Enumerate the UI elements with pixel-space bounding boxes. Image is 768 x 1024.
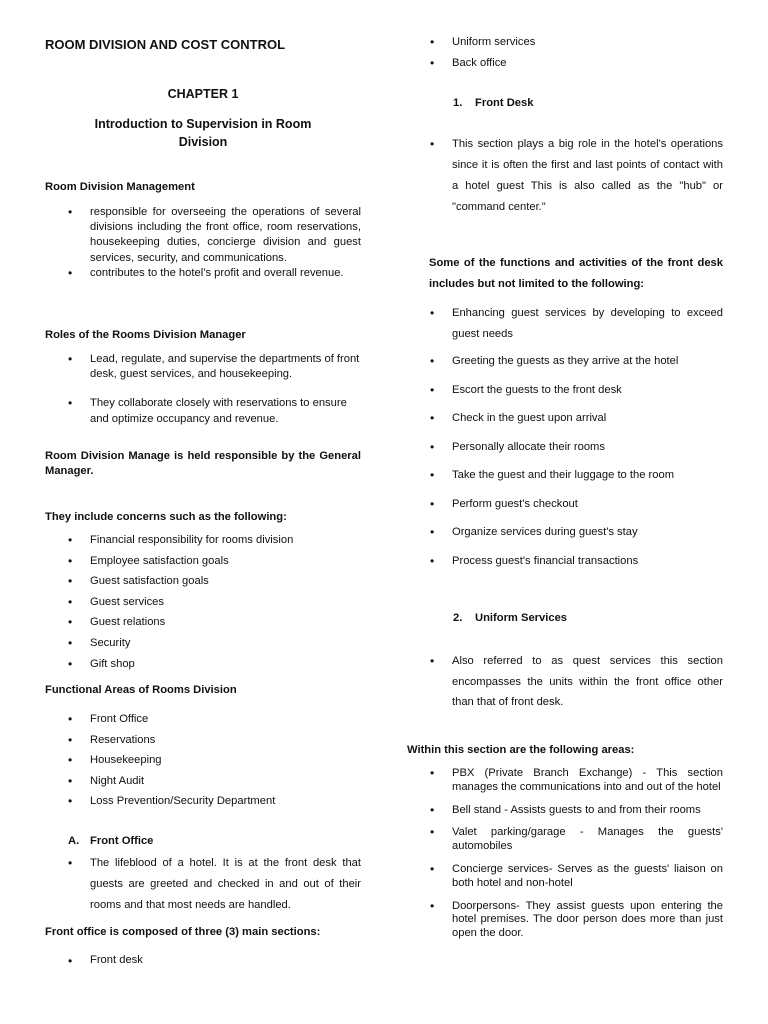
roles-heading: Roles of the Rooms Division Manager xyxy=(45,329,246,341)
uniform-services-title: Uniform Services xyxy=(475,612,568,624)
list-item: • PBX (Private Branch Exchange) - This section manages the communications into and out of the hotel xyxy=(452,767,723,795)
front-desk-description-list xyxy=(452,134,723,218)
list-item: • Escort the guests to the front desk xyxy=(452,380,723,401)
list-item: • Front Office xyxy=(90,709,361,730)
list-item: • They collaborate closely with reservations to ensure and optimize occupancy and revenue. xyxy=(90,396,361,426)
room-division-management-list xyxy=(90,205,361,281)
list-item: • Reservations xyxy=(90,730,361,751)
list-item: • Check in the guest upon arrival xyxy=(452,408,723,429)
list-item: • Lead, regulate, and supervise the departments of front desk, guest services, and housekeeping. xyxy=(90,352,361,382)
held-responsible-text: Room Division Manage is held responsible by the General Manager. xyxy=(45,450,361,478)
front-office-marker: A. xyxy=(68,835,80,847)
uniform-services-heading xyxy=(453,612,568,624)
chapter-title-line-2: Division xyxy=(178,135,228,149)
list-item: • Valet parking/garage - Manages the guests' automobiles xyxy=(452,826,723,854)
list-item: • Employee satisfaction goals xyxy=(90,551,361,572)
list-item: • Bell stand - Assists guests to and from their rooms xyxy=(452,804,723,818)
list-item: • Enhancing guest services by developing to exceed guest needs xyxy=(452,303,723,344)
list-item: • Take the guest and their luggage to the room xyxy=(452,465,723,486)
list-item: • Loss Prevention/Security Department xyxy=(90,791,361,812)
list-item: • Guest relations xyxy=(90,612,361,633)
functional-areas-heading: Functional Areas of Rooms Division xyxy=(45,684,237,696)
list-item: • Security xyxy=(90,633,361,654)
list-item: • Night Audit xyxy=(90,771,361,792)
functions-heading: Some of the functions and activities of the front desk includes but not limited to the following: xyxy=(429,257,723,290)
list-item: • Uniform services xyxy=(452,32,723,53)
list-item: • The lifeblood of a hotel. It is at the front desk that guests are greeted and checked in and out of their rooms and that most needs are handled. xyxy=(90,853,361,916)
list-item: • Gift shop xyxy=(90,654,361,675)
list-item: • Housekeeping xyxy=(90,750,361,771)
areas-heading: Within this section are the following areas: xyxy=(407,744,635,756)
chapter-title-line-1: Introduction to Supervision in Room xyxy=(94,117,312,131)
uniform-services-marker: 2. xyxy=(453,612,463,624)
uniform-areas-list xyxy=(452,767,723,941)
uniform-services-description-list xyxy=(452,651,723,713)
front-desk-functions-list xyxy=(452,303,723,572)
composed-heading: Front office is composed of three (3) main sections: xyxy=(45,926,321,938)
roles-list xyxy=(90,352,361,427)
front-office-description-list xyxy=(90,853,361,916)
list-item: • Personally allocate their rooms xyxy=(452,437,723,458)
list-item: • Process guest's financial transactions xyxy=(452,551,723,572)
list-item: • Doorpersons- They assist guests upon entering the hotel premises. The door person does more than just open the door. xyxy=(452,900,723,941)
front-office-title: Front Office xyxy=(90,835,154,847)
list-item: • Back office xyxy=(452,53,723,74)
front-desk-heading xyxy=(453,97,534,109)
list-item: • contributes to the hotel’s profit and overall revenue. xyxy=(90,266,361,281)
functional-areas-list xyxy=(90,709,361,812)
document-title: ROOM DIVISION AND COST CONTROL xyxy=(45,37,286,52)
list-item: • Guest satisfaction goals xyxy=(90,571,361,592)
list-item: • Organize services during guest's stay xyxy=(452,522,723,543)
list-item: • Greeting the guests as they arrive at the hotel xyxy=(452,351,723,372)
room-division-management-heading: Room Division Management xyxy=(45,181,195,193)
list-item: • Front desk xyxy=(90,954,361,966)
chapter-title xyxy=(45,115,361,151)
front-desk-marker: 1. xyxy=(453,97,463,109)
front-desk-title: Front Desk xyxy=(475,97,534,109)
concerns-list xyxy=(90,530,361,674)
main-sections-list-continued xyxy=(452,32,723,73)
list-item: • Concierge services- Serves as the guests' liaison on both hotel and non-hotel xyxy=(452,863,723,891)
list-item: • responsible for overseeing the operations of several divisions including the front office, room reservations, housekeeping duties, concierge division and guest services, security, and communications. xyxy=(90,205,361,266)
list-item: • Perform guest's checkout xyxy=(452,494,723,515)
front-office-heading xyxy=(68,835,154,847)
list-item: • Guest services xyxy=(90,592,361,613)
list-item: • Also referred to as quest services this section encompasses the units within the front office other than that of front desk. xyxy=(452,651,723,713)
concerns-heading: They include concerns such as the following: xyxy=(45,511,287,523)
chapter-number: CHAPTER 1 xyxy=(167,87,239,101)
list-item: • This section plays a big role in the hotel's operations since it is often the first and last points of contact with a hotel guest This is also called as the "hub" or "command center." xyxy=(452,134,723,218)
main-sections-list xyxy=(90,954,361,966)
list-item: • Financial responsibility for rooms division xyxy=(90,530,361,551)
